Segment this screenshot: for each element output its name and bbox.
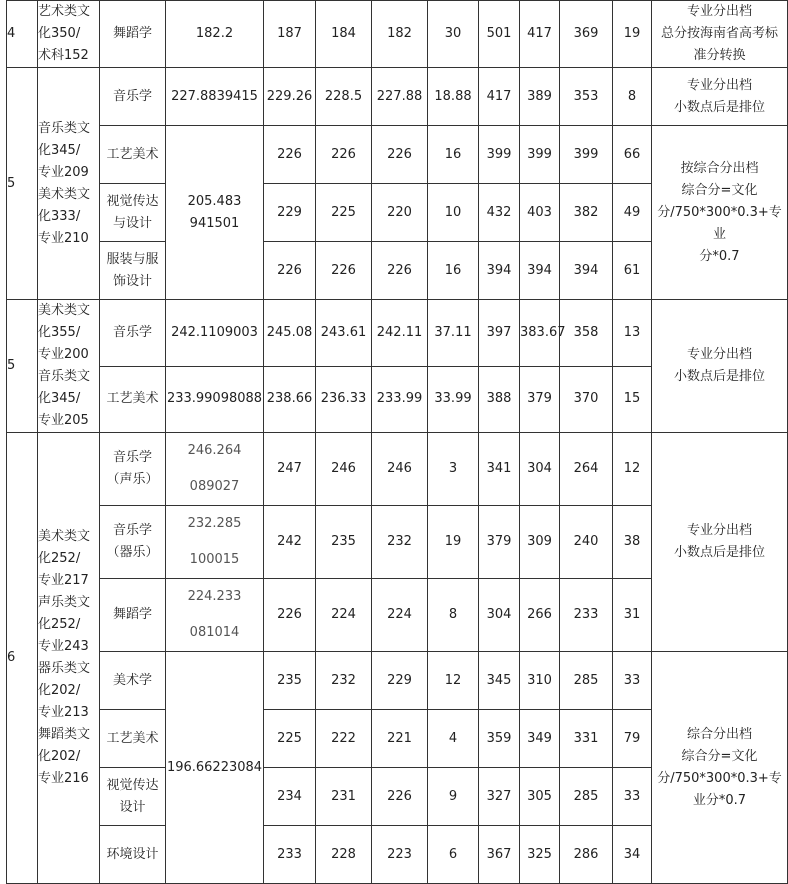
note-cell: [652, 652, 788, 884]
cell-text-line: 业分*0.7: [692, 792, 747, 808]
comprehensive-score-cell: [166, 579, 264, 652]
score-cell: 79: [613, 710, 652, 768]
note-cell: [652, 300, 788, 433]
score-cell: 370: [560, 366, 613, 433]
score-cell: 19: [428, 506, 479, 579]
score-cell: 12: [428, 652, 479, 710]
score-cell: 226: [316, 242, 372, 300]
cell-text-line: 准分转换: [693, 48, 746, 63]
cell-text-line: 089027: [189, 479, 240, 494]
table-row: [7, 1, 788, 68]
cell-text-line: 工艺美术: [106, 730, 159, 746]
cell-text-line: 化345/: [38, 391, 81, 406]
cell-text-line: 术科152: [38, 48, 89, 63]
table-row: [7, 652, 788, 710]
score-cell: 367: [479, 826, 520, 884]
cell-text-line: 声乐类文: [38, 595, 91, 610]
cell-text-line: 100015: [189, 552, 240, 567]
cell-text-line: 音乐类文: [38, 369, 91, 384]
cell-text-line: 专业243: [38, 639, 89, 654]
score-cell: 238.66: [264, 366, 316, 433]
major-cell: [100, 768, 166, 826]
cell-text-line: 化252/: [38, 617, 81, 632]
comprehensive-score-cell: 233.99098088: [166, 366, 264, 433]
major-cell: [100, 433, 166, 506]
score-cell: 242: [264, 506, 316, 579]
score-cell: 432: [479, 184, 520, 242]
score-cell: 353: [560, 68, 613, 126]
major-cell: 音乐学: [100, 68, 166, 126]
note-cell: [652, 68, 788, 126]
province-cell: [7, 68, 38, 300]
score-cell: 225: [316, 184, 372, 242]
score-cell: 226: [264, 242, 316, 300]
score-cell: 233: [560, 579, 613, 652]
score-cell: 389: [520, 68, 560, 126]
cell-text-line: 美术类文: [38, 186, 91, 202]
score-cell: 226: [264, 579, 316, 652]
major-cell: [100, 126, 166, 184]
score-cell: 240: [560, 506, 613, 579]
score-cell: 310: [520, 652, 560, 710]
score-cell: 226: [264, 126, 316, 184]
comprehensive-score-cell: [166, 506, 264, 579]
score-cell: 10: [428, 184, 479, 242]
cell-text-line: 化202/: [38, 749, 81, 764]
comprehensive-score-cell: 227.8839415: [166, 68, 264, 126]
cell-text-line: 业: [712, 226, 726, 242]
score-cell: 225: [264, 710, 316, 768]
cell-text-line: 美术学: [112, 672, 152, 688]
score-cell: 242.11: [372, 300, 428, 367]
score-cell: 226: [316, 126, 372, 184]
major-cell: [100, 826, 166, 884]
score-cell: 187: [264, 1, 316, 68]
score-cell: 220: [372, 184, 428, 242]
score-cell: 227.88: [372, 68, 428, 126]
cell-text-line: 综合分出档: [686, 726, 752, 742]
cell-text-line: 音乐学: [112, 450, 152, 465]
score-cell: 34: [613, 826, 652, 884]
score-cell: 417: [520, 1, 560, 68]
score-cell: 33: [613, 768, 652, 826]
cell-text-line: 6: [7, 650, 16, 665]
score-cell: 246: [372, 433, 428, 506]
score-cell: 417: [479, 68, 520, 126]
score-cell: 228.5: [316, 68, 372, 126]
score-cell: 358: [560, 300, 613, 367]
cell-text-line: 专业216: [38, 771, 89, 786]
score-cell: 182: [372, 1, 428, 68]
cell-text-line: 专业分出档: [686, 77, 752, 93]
cell-text-line: 专业205: [38, 413, 89, 428]
score-cell: 394: [520, 242, 560, 300]
cell-text-line: 视觉传达: [106, 777, 159, 793]
cell-text-line: 工艺美术: [106, 146, 159, 162]
requirement-cell: [38, 300, 100, 433]
score-cell: 501: [479, 1, 520, 68]
score-cell: 12: [613, 433, 652, 506]
major-cell: 工艺美术: [100, 366, 166, 433]
cell-text-line: 综合分=文化: [681, 182, 758, 198]
score-cell: 3: [428, 433, 479, 506]
score-cell: 383.67: [520, 300, 560, 367]
score-cell: 243.61: [316, 300, 372, 367]
cell-text-line: 化355/: [38, 325, 81, 340]
score-cell: 6: [428, 826, 479, 884]
cell-text-line: 艺术类文: [38, 4, 91, 19]
cell-text-line: 环境设计: [106, 846, 159, 862]
score-cell: 8: [613, 68, 652, 126]
score-cell: 226: [372, 768, 428, 826]
score-cell: 16: [428, 126, 479, 184]
score-cell: 266: [520, 579, 560, 652]
score-cell: 184: [316, 1, 372, 68]
note-cell: [652, 433, 788, 652]
score-cell: 221: [372, 710, 428, 768]
score-cell: 264: [560, 433, 613, 506]
province-cell: [7, 300, 38, 433]
requirement-cell: [38, 68, 100, 300]
score-cell: 246: [316, 433, 372, 506]
score-cell: 30: [428, 1, 479, 68]
cell-text-line: 081014: [189, 625, 240, 640]
cell-text-line: 4: [7, 26, 16, 41]
score-cell: 223: [372, 826, 428, 884]
requirement-cell: [38, 433, 100, 884]
score-cell: 31: [613, 579, 652, 652]
score-cell: 235: [316, 506, 372, 579]
major-cell: 音乐学: [100, 300, 166, 367]
note-cell: [652, 1, 788, 68]
cell-text-line: 音乐类文: [38, 120, 91, 136]
cell-text-line: 专业分出档: [686, 523, 752, 538]
score-cell: 234: [264, 768, 316, 826]
score-cell: 226: [372, 126, 428, 184]
score-cell: 4: [428, 710, 479, 768]
score-cell: 247: [264, 433, 316, 506]
cell-text-line: 美术类文: [38, 529, 91, 544]
admission-score-table: [6, 0, 788, 884]
cell-text-line: 按综合分出档: [680, 160, 759, 176]
cell-text-line: 小数点后是排位: [673, 99, 765, 115]
score-cell: 304: [520, 433, 560, 506]
score-cell: 18.88: [428, 68, 479, 126]
cell-text-line: 音乐学: [112, 523, 152, 538]
score-cell: 245.08: [264, 300, 316, 367]
comprehensive-score-cell: [166, 126, 264, 300]
cell-text-line: 小数点后是排位: [673, 369, 765, 384]
cell-text-line: 化252/: [38, 551, 81, 566]
province-cell: [7, 433, 38, 884]
score-cell: 16: [428, 242, 479, 300]
score-cell: 325: [520, 826, 560, 884]
score-cell: 286: [560, 826, 613, 884]
score-cell: 38: [613, 506, 652, 579]
cell-text-line: 232.285: [187, 516, 242, 531]
cell-text-line: 224.233: [187, 589, 242, 604]
score-cell: 49: [613, 184, 652, 242]
score-cell: 226: [372, 242, 428, 300]
score-cell: 229.26: [264, 68, 316, 126]
table-row: [7, 68, 788, 126]
comprehensive-score-cell: 242.1109003: [166, 300, 264, 367]
score-cell: 399: [560, 126, 613, 184]
table-row: [7, 433, 788, 506]
score-cell: 235: [264, 652, 316, 710]
score-cell: 232: [316, 652, 372, 710]
score-cell: 379: [520, 366, 560, 433]
score-cell: 399: [479, 126, 520, 184]
major-cell: [100, 506, 166, 579]
cell-text-line: 246.264: [187, 443, 242, 458]
score-cell: 305: [520, 768, 560, 826]
score-cell: 341: [479, 433, 520, 506]
score-cell: 224: [372, 579, 428, 652]
major-cell: [100, 184, 166, 242]
cell-text-line: 5: [7, 358, 16, 373]
score-cell: 369: [560, 1, 613, 68]
cell-text-line: 专业213: [38, 705, 89, 720]
score-cell: 15: [613, 366, 652, 433]
cell-text-line: 专业217: [38, 573, 89, 588]
cell-text-line: 专业分出档: [686, 347, 752, 362]
score-cell: 236.33: [316, 366, 372, 433]
score-cell: 379: [479, 506, 520, 579]
score-cell: 397: [479, 300, 520, 367]
score-cell: 33: [613, 652, 652, 710]
cell-text-line: （器乐）: [106, 545, 159, 560]
score-cell: 224: [316, 579, 372, 652]
major-cell: [100, 579, 166, 652]
score-cell: 327: [479, 768, 520, 826]
major-cell: [100, 242, 166, 300]
comprehensive-score-cell: [166, 433, 264, 506]
cell-text-line: 专业210: [38, 230, 89, 246]
cell-text-line: 5: [7, 175, 16, 191]
comprehensive-score-cell: 196.66223084: [166, 652, 264, 884]
major-cell: 舞蹈学: [100, 1, 166, 68]
score-cell: 285: [560, 652, 613, 710]
cell-text-line: 专业200: [38, 347, 89, 362]
score-cell: 388: [479, 366, 520, 433]
cell-text-line: 饰设计: [112, 273, 152, 289]
cell-text-line: 器乐类文: [38, 661, 91, 676]
score-cell: 233: [264, 826, 316, 884]
cell-text-line: 分*0.7: [699, 248, 740, 264]
score-cell: 222: [316, 710, 372, 768]
cell-text-line: 舞蹈类文: [38, 727, 91, 742]
score-cell: 8: [428, 579, 479, 652]
score-cell: 61: [613, 242, 652, 300]
cell-text-line: 化350/: [38, 26, 81, 41]
requirement-cell: [38, 1, 100, 68]
cell-text-line: 与设计: [112, 215, 152, 231]
cell-text-line: 美术类文: [38, 303, 91, 318]
score-cell: 19: [613, 1, 652, 68]
score-cell: 9: [428, 768, 479, 826]
cell-text-line: 分/750*300*0.3+专: [657, 204, 782, 220]
cell-text-line: 化333/: [38, 208, 81, 224]
table-row: [7, 126, 788, 184]
score-cell: 13: [613, 300, 652, 367]
score-cell: 37.11: [428, 300, 479, 367]
major-cell: [100, 652, 166, 710]
cell-text-line: 总分按海南省高考标: [660, 26, 778, 41]
cell-text-line: 化345/: [38, 142, 81, 158]
score-cell: 403: [520, 184, 560, 242]
score-cell: 359: [479, 710, 520, 768]
score-cell: 66: [613, 126, 652, 184]
score-cell: 285: [560, 768, 613, 826]
cell-text-line: 分/750*300*0.3+专: [657, 770, 782, 786]
table-row: [7, 300, 788, 367]
score-cell: 231: [316, 768, 372, 826]
score-cell: 304: [479, 579, 520, 652]
cell-text-line: 视觉传达: [106, 193, 159, 209]
score-cell: 394: [560, 242, 613, 300]
score-cell: 232: [372, 506, 428, 579]
score-cell: 309: [520, 506, 560, 579]
cell-text-line: 综合分=文化: [681, 748, 758, 764]
cell-text-line: 化202/: [38, 683, 81, 698]
score-cell: 394: [479, 242, 520, 300]
cell-text-line: （声乐）: [106, 472, 159, 487]
score-cell: 349: [520, 710, 560, 768]
cell-text-line: 服装与服: [106, 251, 159, 267]
cell-text-line: 设计: [119, 799, 146, 815]
score-cell: 229: [264, 184, 316, 242]
note-cell: [652, 126, 788, 300]
cell-text-line: 舞蹈学: [112, 607, 152, 622]
score-cell: 233.99: [372, 366, 428, 433]
score-cell: 345: [479, 652, 520, 710]
cell-text-line: 小数点后是排位: [673, 545, 765, 560]
cell-text-line: 941501: [189, 215, 240, 231]
score-cell: 382: [560, 184, 613, 242]
score-cell: 228: [316, 826, 372, 884]
cell-text-line: 专业分出档: [686, 4, 752, 19]
cell-text-line: 205.483: [187, 193, 242, 209]
province-cell: [7, 1, 38, 68]
score-cell: 399: [520, 126, 560, 184]
score-cell: 331: [560, 710, 613, 768]
score-cell: 229: [372, 652, 428, 710]
comprehensive-score-cell: 182.2: [166, 1, 264, 68]
cell-text-line: 专业209: [38, 164, 89, 180]
major-cell: [100, 710, 166, 768]
score-cell: 33.99: [428, 366, 479, 433]
